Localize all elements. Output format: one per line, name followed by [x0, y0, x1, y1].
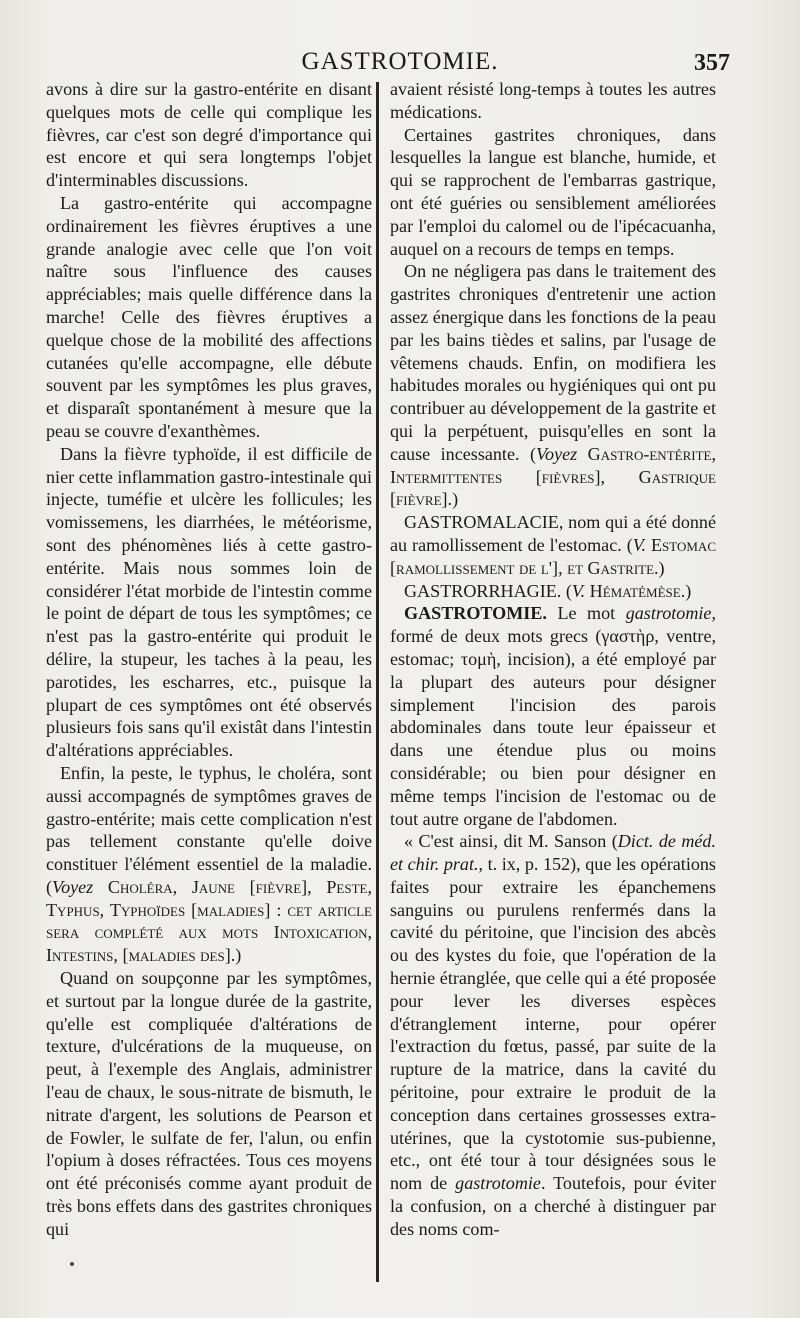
see-reference: V. — [571, 580, 586, 601]
entry — [390, 580, 716, 603]
text-run: Enfin, la peste, le typhus, le choléra, sont aussi accompagnés de symptômes graves de gastro-entérite; mais cette complication n'est pas tellement constante qu'elle doive constituer l'élément essentiel de la maladie. ( — [46, 762, 372, 897]
left-column — [46, 78, 372, 1241]
entry — [390, 511, 716, 579]
text-run: , t. ix, p. 152), que les opérations faites pour extraire les épanchemens sanguins ou purulens renfermés dans la cavité du péritoine, que l'incision des abcès ou des kystes du foie, que l'opération de la hernie étranglée, que celle qui a été proposée pour lever les diverses espèces d'étranglement interne, pour opérer l'extraction du fœtus, passé, par suite de la rupture de la matrice, dans la cavité du péritoine, pour extraire le produit de la conception dans certaines grossesses extra-utérines, que la cystotomie sus-pubienne, etc., ont été tour à tour désignées sous le nom de — [390, 854, 716, 1194]
paragraph: La gastro-entérite qui accompagne ordinairement les fièvres éruptives a une grande analogie avec celle que l'on voit naître sous l'influence des causes appréciables; mais quelle différence dans la marche! Celle des fièvres éruptives a quelque chose de la mobilité des affections cutanées qu'elle accompagne, elle débute souvent par les symptômes les plus graves, et disparaît spontanément à mesure que la peau se couvre d'exanthèmes. — [46, 192, 372, 441]
paragraph — [390, 260, 716, 511]
ink-spot — [70, 1262, 74, 1266]
entry-headword: GASTROTOMIE. — [404, 603, 547, 624]
text-run: , nom qui a été donné au ramollissement de l'estomac. ( — [390, 512, 716, 555]
term: gastrotomie — [455, 1173, 541, 1194]
see-reference: Voyez — [536, 443, 578, 464]
cross-reference: Estomac [ramollissement de l'], et Gastrite.) — [390, 534, 716, 578]
paragraph — [46, 762, 372, 967]
term: gastrotomie — [625, 603, 712, 624]
citation: Dict. de méd. et chir. prat. — [390, 831, 717, 875]
paragraph — [390, 830, 716, 1240]
cross-reference: Choléra, Jaune [fièvre], Peste, Typhus, Typhoïdes [maladies] : cet article sera complété aux mots Intoxication, Intestins, [maladies des].) — [46, 876, 372, 966]
cross-reference: Gastro-entérite, Intermittentes [fièvres], Gastrique [fièvre].) — [390, 443, 716, 510]
entry — [390, 602, 716, 830]
cross-reference: Hématémèse.) — [585, 580, 692, 601]
text-run: ( — [561, 580, 572, 601]
paragraph: Certaines gastrites chroniques, dans lesquelles la langue est blanche, humide, et qui se rapprochent de l'embarras gastrique, ont été guéries ou sensiblement améliorées par l'emploi du calomel ou de l'ipécacuanha, auquel on a recours de temps en temps. — [390, 124, 716, 259]
column-divider — [376, 82, 379, 1282]
entry-headword: GASTROMALACIE — [404, 512, 559, 533]
page-number: 357 — [694, 50, 730, 76]
text-run: Le mot — [546, 603, 626, 624]
text-run: On ne négligera pas dans le traitement des gastrites chroniques d'entretenir une action assez énergique dans les fonctions de la peau par les bains tièdes et salins, par l'usage de vêtemens chauds. Enfin, on modifiera les habitudes morales ou hygiéniques qui ont pu contribuer au développement de la gastrite et qui la perpétuent, puisqu'elles en sont la cause incessante. ( — [390, 261, 716, 464]
see-reference: Voyez — [52, 876, 94, 897]
paragraph: Quand on soupçonne par les symptômes, et surtout par la longue durée de la gastrite, qu'elle est compliquée d'altérations de texture, d'ulcérations de la muqueuse, on peut, à l'exemple des Anglais, administrer l'eau de chaux, le sous-nitrate de bismuth, le nitrate d'argent, les solutions de Pearson et de Fowler, le sulfate de fer, l'alun, ou enfin l'opium à doses réfractées. Tous ces moyens ont été préconisés comme ayant produit de très bons effets dans des gastrites chroniques qui — [46, 968, 372, 1239]
paragraph: avons à dire sur la gastro-entérite en disant quelques mots de celle qui complique les fièvres, car c'est son degré d'importance qui est encore et qui sera longtemps l'objet d'interminables discussions. — [46, 79, 372, 191]
text-run: , formé de deux mots grecs (γαστὴρ, ventre, estomac; τομὴ, incision), a été employé par la plupart des auteurs pour désigner simplement l'incision des parois abdominales dans toute leur épaisseur et dans une étendue plus ou moins considérable; ou bien pour désigner en même temps l'incision de l'estomac ou de tout autre organe de l'abdomen. — [390, 603, 716, 829]
running-title: GASTROTOMIE. — [301, 48, 499, 75]
paragraph: Dans la fièvre typhoïde, il est difficile de nier cette inflammation gastro-intestinale qui injecte, tuméfie et ulcère les follicules; les vomissemens, les diarrhées, le météorisme, sont des phénomènes liés à cette gastro-entérite. Mais nous sommes loin de considérer l'état morbide de l'intestin comme le point de départ de tous les symptômes; ce n'est pas la gastro-entérite qui produit le délire, la stupeur, les taches à la peau, les parotides, les escharres, etc., puisque la plupart de ces symptômes ont été observés plusieurs fois sans qu'il existât dans l'intestin d'altérations appréciables. — [46, 443, 372, 761]
text-run: . Toutefois, pour éviter la confusion, on a cherché à distinguer par des noms com- — [390, 1173, 716, 1239]
right-column — [390, 78, 716, 1241]
see-reference: V. — [632, 534, 647, 555]
entry-headword: GASTRORRHAGIE. — [404, 580, 562, 601]
text-run: « C'est ainsi, dit M. Sanson ( — [404, 831, 618, 852]
page-header — [0, 46, 800, 78]
paragraph: avaient résisté long-temps à toutes les autres médications. — [390, 79, 716, 122]
